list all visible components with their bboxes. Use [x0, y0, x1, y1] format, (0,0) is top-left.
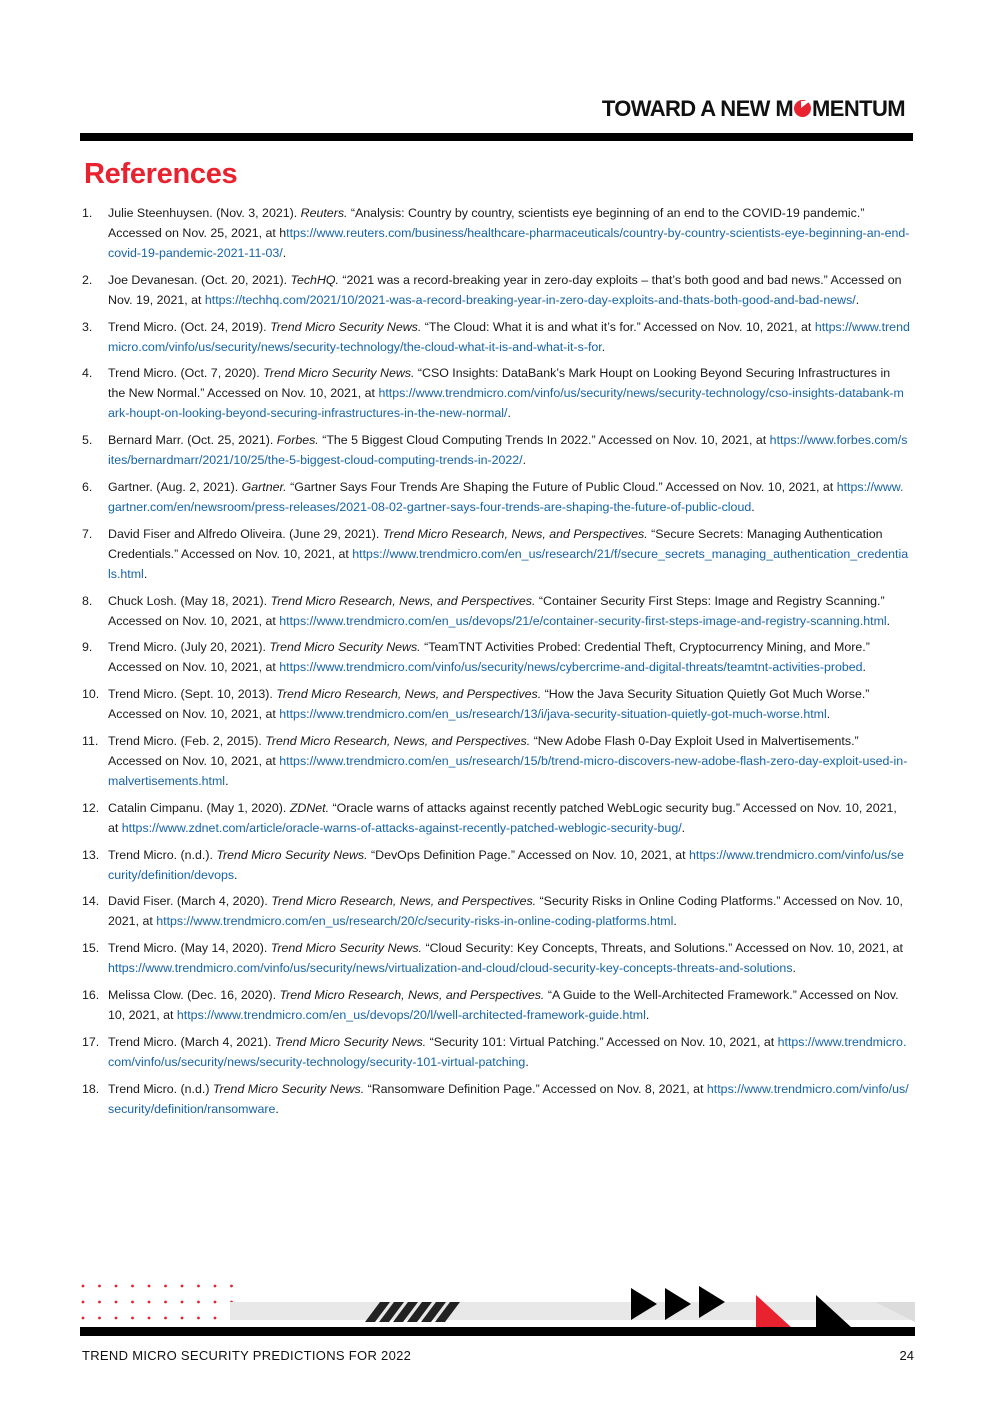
reference-title-access: “Security Risks in Online Coding Platforms.” Accessed on Nov. 10, 2021, at: [108, 894, 903, 929]
reference-author-date: Trend Micro. (March 4, 2021).: [108, 1034, 275, 1049]
reference-link[interactable]: https://www.trendmicro.com/en_us/research/20/c/security-risks-in-online-coding-platforms.html: [156, 914, 674, 929]
reference-item: 10. Trend Micro. (Sept. 10, 2013). Trend Micro Research, News, and Perspectives. “How the Java Security Situation Quietly Got Much Worse.” Accessed on Nov. 10, 2021, at https://www.trendmicro.com/en_us/research/13/i/java-security-situation-quietly-got-much-worse.html.: [82, 684, 910, 724]
reference-link[interactable]: https://www.trendmicro.com/vinfo/us/security/definition/devops: [108, 847, 904, 882]
reference-link[interactable]: https://www.trendmicro.com/en_us/research/15/b/trend-micro-discovers-new-adobe-flash-zero-day-exploit-used-in-malvertisements.html: [108, 753, 908, 788]
reference-author-date: David Fiser and Alfredo Oliveira. (June 29, 2021).: [108, 526, 383, 541]
reference-title-access: “Container Security First Steps: Image and Registry Scanning.” Accessed on Nov. 10, 2021, at: [108, 593, 885, 628]
reference-publication: Reuters.: [300, 206, 348, 220]
reference-title-access: “Ransomware Definition Page.” Accessed on Nov. 8, 2021, at: [364, 1081, 707, 1096]
decor-dot: [131, 1317, 134, 1320]
reference-number: 12.: [82, 800, 100, 815]
header-rule: [80, 133, 913, 141]
reference-publication: TechHQ.: [290, 272, 339, 287]
reference-title-access: “Gartner Says Four Trends Are Shaping the Future of Public Cloud.” Accessed on Nov. 10, 2021, at: [286, 479, 837, 494]
reference-publication: Trend Micro Research, News, and Perspectives.: [382, 526, 648, 541]
brand-text-end: MENTUM: [812, 96, 905, 121]
decor-dot: [98, 1301, 101, 1304]
reference-link[interactable]: https://www.trendmicro.com/en_us/research/13/i/java-security-situation-quietly-got-much-worse.html: [279, 707, 827, 722]
footer-rule: [80, 1327, 915, 1336]
reference-title-access: “Secure Secrets: Managing Authentication Credentials.” Accessed on Nov. 10, 2021, at: [108, 526, 883, 561]
reference-author-date: Chuck Losh. (May 18, 2021).: [108, 593, 271, 608]
decor-dot: [131, 1285, 134, 1288]
reference-number: 3.: [82, 319, 93, 334]
reference-number: 1.: [82, 206, 93, 220]
reference-number: 5.: [82, 433, 93, 448]
reference-number: 14.: [82, 894, 100, 909]
reference-publication: Trend Micro Security News.: [216, 847, 368, 862]
reference-item: 14. David Fiser. (March 4, 2020). Trend Micro Research, News, and Perspectives. “Security Risks in Online Coding Platforms.” Accessed on Nov. 10, 2021, at https://www.trendmicro.com/en_us/research/20/c/security-risks-in-online-coding-platforms.html.: [82, 891, 910, 931]
decor-dot: [98, 1285, 101, 1288]
decor-dot: [115, 1317, 118, 1320]
reference-publication: ZDNet.: [289, 800, 330, 815]
reference-item: 8. Chuck Losh. (May 18, 2021). Trend Micro Research, News, and Perspectives. “Container Security First Steps: Image and Registry Scanning.” Accessed on Nov. 10, 2021, at https://www.trendmicro.com/en_us/devops/21/e/container-security-first-steps-image-and-registry-scanning.html.: [82, 591, 910, 631]
reference-author-date: Trend Micro. (Oct. 24, 2019).: [108, 319, 271, 334]
reference-author-date: Trend Micro. (Feb. 2, 2015).: [108, 733, 266, 748]
reference-number: 9.: [82, 640, 93, 655]
decor-dot: [181, 1317, 184, 1320]
reference-author-date: Joe Devanesan. (Oct. 20, 2021).: [108, 272, 291, 287]
reference-author-date: David Fiser. (March 4, 2020).: [108, 894, 272, 909]
references-list: [82, 203, 910, 1125]
reference-item: 13. Trend Micro. (n.d.). Trend Micro Security News. “DevOps Definition Page.” Accessed on Nov. 10, 2021, at https://www.trendmicro.com/vinfo/us/security/definition/devops.: [82, 845, 910, 885]
reference-number: 18.: [82, 1081, 100, 1096]
decor-dot: [230, 1285, 233, 1288]
reference-author-date: Melissa Clow. (Dec. 16, 2020).: [108, 987, 280, 1002]
reference-link[interactable]: https://www.trendmicro.com/vinfo/us/security/news/security-technology/security-101-virtual-patching: [108, 1034, 907, 1069]
reference-link[interactable]: https://www.trendmicro.com/en_us/devops/21/e/container-security-first-steps-image-and-registry-scanning.html: [279, 613, 887, 628]
reference-item: 16. Melissa Clow. (Dec. 16, 2020). Trend Micro Research, News, and Perspectives. “A Guide to the Well-Architected Framework.” Accessed on Nov. 10, 2021, at https://www.trendmicro.com/en_us/devops/20/l/well-architected-framework-guide.html.: [82, 985, 910, 1025]
page-number: 24: [899, 1348, 914, 1363]
reference-number: 7.: [82, 526, 93, 541]
reference-item: 1. Julie Steenhuysen. (Nov. 3, 2021). Reuters. “Analysis: Country by country, scientists eye beginning of an end to the COVID-19 pandemic.” Accessed on Nov. 25, 2021, at https://www.reuters.com/business/healthcare-pharmaceuticals/country-by-country-scientists-eye-beginning-an-end-covid-19-pandemic-2021-11-03/.: [82, 203, 910, 263]
reference-publication: Gartner.: [241, 479, 287, 494]
decor-dot: [82, 1301, 85, 1304]
reference-title-access: “How the Java Security Situation Quietly Got Much Worse.” Accessed on Nov. 10, 2021, at: [108, 687, 870, 722]
decor-dot: [197, 1285, 200, 1288]
reference-publication: Trend Micro Security News.: [270, 941, 422, 956]
reference-title-access: “2021 was a record-breaking year in zero-day exploits – that’s both good and bad news.” Accessed on Nov. 19, 2021, at: [108, 272, 902, 307]
reference-publication: Trend Micro Research, News, and Perspectives.: [265, 733, 531, 748]
reference-publication: Trend Micro Research, News, and Perspectives.: [279, 987, 545, 1002]
reference-publication: Trend Micro Research, News, and Perspectives.: [271, 894, 537, 909]
reference-publication: Forbes.: [276, 433, 319, 448]
reference-publication: Trend Micro Research, News, and Perspectives.: [276, 687, 542, 702]
header-brand: [0, 96, 905, 122]
reference-title-access: “Cloud Security: Key Concepts, Threats, and Solutions.” Accessed on Nov. 10, 2021, at: [422, 941, 903, 956]
reference-number: 11.: [82, 733, 99, 748]
dot-grid: [82, 1285, 233, 1320]
decor-dot: [214, 1285, 217, 1288]
decor-dot: [148, 1301, 151, 1304]
reference-number: 16.: [82, 987, 100, 1002]
reference-link[interactable]: https://www.trendmicro.com/vinfo/us/security/news/cybercrime-and-digital-threats/teamtnt-activities-probed: [279, 660, 863, 675]
decor-dot: [181, 1301, 184, 1304]
reference-item: 2. Joe Devanesan. (Oct. 20, 2021). TechHQ. “2021 was a record-breaking year in zero-day exploits – that’s both good and bad news.” Accessed on Nov. 19, 2021, at https://techhq.com/2021/10/2021-was-a-record-breaking-year-in-zero-day-exploits-and-thats-both-good-and-bad-news/.: [82, 270, 910, 310]
reference-number: 4.: [82, 366, 93, 381]
reference-item: 4. Trend Micro. (Oct. 7, 2020). Trend Micro Security News. “CSO Insights: DataBank’s Mark Houpt on Looking Beyond Securing Infrastructures in the New Normal.” Accessed on Nov. 10, 2021, at https://www.trendmicro.com/vinfo/us/security/news/security-technology/cso-insights-databank-mark-houpt-on-looking-beyond-securing-infrastructures-in-the-new-normal/.: [82, 363, 910, 423]
reference-publication: Trend Micro Security News.: [263, 366, 415, 381]
reference-author-date: Bernard Marr. (Oct. 25, 2021).: [108, 433, 277, 448]
decor-dot: [181, 1285, 184, 1288]
decor-dot: [148, 1285, 151, 1288]
decor-dot: [131, 1301, 134, 1304]
reference-title-access: “Analysis: Country by country, scientists eye beginning of an end to the COVID-19 pandemic.” Accessed on Nov. 25, 2021, at h: [108, 206, 865, 240]
reference-link[interactable]: https://www.trendmicro.com/vinfo/us/security/news/security-technology/cso-insights-databank-mark-houpt-on-looking-beyond-securing-infrastructures-in-the-new-normal/: [108, 386, 904, 421]
reference-link[interactable]: https://www.trendmicro.com/vinfo/us/security/definition/ransomware: [108, 1081, 909, 1116]
reference-author-date: Trend Micro. (n.d.): [108, 1081, 213, 1096]
decor-dot: [148, 1317, 151, 1320]
reference-author-date: Trend Micro. (n.d.).: [108, 847, 217, 862]
reference-publication: Trend Micro Security News.: [269, 640, 421, 655]
reference-author-date: Trend Micro. (Sept. 10, 2013).: [108, 687, 277, 702]
reference-link[interactable]: https://www.zdnet.com/article/oracle-warns-of-attacks-against-recently-patched-weblogic-security-bug/: [121, 820, 682, 835]
reference-item: 9. Trend Micro. (July 20, 2021). Trend Micro Security News. “TeamTNT Activities Probed: Credential Theft, Cryptocurrency Mining, and More.” Accessed on Nov. 10, 2021, at https://www.trendmicro.com/vinfo/us/security/news/cybercrime-and-digital-threats/teamtnt-activities-probed.: [82, 637, 910, 677]
reference-item: 7. David Fiser and Alfredo Oliveira. (June 29, 2021). Trend Micro Research, News, and Perspectives. “Secure Secrets: Managing Authentication Credentials.” Accessed on Nov. 10, 2021, at https://www.trendmicro.com/en_us/research/21/f/secure_secrets_managing_authentication_credentials.html.: [82, 524, 910, 584]
reference-item: 15. Trend Micro. (May 14, 2020). Trend Micro Security News. “Cloud Security: Key Concepts, Threats, and Solutions.” Accessed on Nov. 10, 2021, at https://www.trendmicro.com/vinfo/us/security/news/virtualization-and-cloud/cloud-security-key-concepts-threats-and-solutions.: [82, 938, 910, 978]
reference-author-date: Trend Micro. (May 14, 2020).: [108, 941, 271, 956]
decor-dot: [197, 1301, 200, 1304]
reference-title-access: “The 5 Biggest Cloud Computing Trends In 2022.” Accessed on Nov. 10, 2021, at: [318, 433, 770, 448]
reference-publication: Trend Micro Security News.: [274, 1034, 427, 1049]
reference-link[interactable]: https://www.forbes.com/sites/bernardmarr/2021/10/25/the-5-biggest-cloud-computing-trends-in-2022/: [108, 433, 908, 468]
reference-number: 15.: [82, 941, 100, 956]
decor-dot: [98, 1317, 101, 1320]
reference-title-access: “DevOps Definition Page.” Accessed on Nov. 10, 2021, at: [367, 847, 689, 862]
reference-publication: Trend Micro Security News.: [212, 1081, 365, 1096]
reference-title-access: “CSO Insights: DataBank’s Mark Houpt on Looking Beyond Securing Infrastructures in the New Normal.” Accessed on Nov. 10, 2021, at: [108, 366, 891, 401]
decor-dot: [115, 1285, 118, 1288]
reference-item: 11. Trend Micro. (Feb. 2, 2015). Trend Micro Research, News, and Perspectives. “New Adobe Flash 0-Day Exploit Used in Malvertisements.” Accessed on Nov. 10, 2021, at https://www.trendmicro.com/en_us/research/15/b/trend-micro-discovers-new-adobe-flash-zero-day-exploit-used-in-malvertisements.html.: [82, 731, 910, 791]
reference-item: 12. Catalin Cimpanu. (May 1, 2020). ZDNet. “Oracle warns of attacks against recently patched WebLogic security bug.” Accessed on Nov. 10, 2021, at https://www.zdnet.com/article/oracle-warns-of-attacks-against-recently-patched-weblogic-security-bug/.: [82, 798, 910, 838]
reference-title-access: “Security 101: Virtual Patching.” Accessed on Nov. 10, 2021, at: [426, 1034, 778, 1049]
reference-number: 13.: [82, 847, 100, 862]
reference-link[interactable]: https://www.trendmicro.com/en_us/devops/20/l/well-architected-framework-guide.html: [176, 1007, 646, 1022]
reference-item: 18. Trend Micro. (n.d.) Trend Micro Security News. “Ransomware Definition Page.” Accessed on Nov. 8, 2021, at https://www.trendmicro.com/vinfo/us/security/definition/ransomware.: [82, 1079, 910, 1119]
decor-dot: [164, 1301, 167, 1304]
reference-publication: Trend Micro Security News.: [270, 319, 422, 334]
brand-text-start: TOWARD A NEW M: [601, 96, 794, 121]
reference-publication: Trend Micro Research, News, and Perspectives.: [270, 593, 536, 608]
reference-number: 2.: [82, 272, 93, 287]
reference-item: 5. Bernard Marr. (Oct. 25, 2021). Forbes. “The 5 Biggest Cloud Computing Trends In 2022.” Accessed on Nov. 10, 2021, at https://www.forbes.com/sites/bernardmarr/2021/10/25/the-5-biggest-cloud-computing-trends-in-2022/.: [82, 430, 910, 470]
page-title: References: [84, 158, 238, 190]
reference-author-date: Trend Micro. (July 20, 2021).: [108, 640, 270, 655]
decor-dot: [214, 1317, 217, 1320]
decor-dot: [197, 1317, 200, 1320]
report-title: TREND MICRO SECURITY PREDICTIONS FOR 2022: [82, 1348, 412, 1363]
reference-item: 3. Trend Micro. (Oct. 24, 2019). Trend Micro Security News. “The Cloud: What it is and what it’s for.” Accessed on Nov. 10, 2021, at https://www.trendmicro.com/vinfo/us/security/news/security-technology/the-cloud-what-it-is-and-what-it-s-for.: [82, 317, 910, 357]
reference-link[interactable]: https://www.trendmicro.com/vinfo/us/security/news/security-technology/the-cloud-what-it-is-and-what-it-s-for: [108, 319, 910, 354]
reference-number: 17.: [82, 1034, 100, 1049]
gray-band: [230, 1302, 915, 1320]
reference-link[interactable]: https://www.trendmicro.com/vinfo/us/security/news/virtualization-and-cloud/cloud-security-key-concepts-threats-and-solutions: [108, 961, 793, 976]
reference-item: 17. Trend Micro. (March 4, 2021). Trend Micro Security News. “Security 101: Virtual Patching.” Accessed on Nov. 10, 2021, at https://www.trendmicro.com/vinfo/us/security/news/security-technology/security-101-virtual-patching.: [82, 1032, 910, 1072]
reference-author-date: Julie Steenhuysen. (Nov. 3, 2021).: [108, 206, 301, 220]
reference-title-access: “TeamTNT Activities Probed: Credential Theft, Cryptocurrency Mining, and More.” Accessed on Nov. 10, 2021, at: [108, 640, 870, 675]
decor-dot: [82, 1317, 85, 1320]
reference-author-date: Gartner. (Aug. 2, 2021).: [108, 479, 242, 494]
decor-dot: [164, 1285, 167, 1288]
reference-item: 6. Gartner. (Aug. 2, 2021). Gartner. “Gartner Says Four Trends Are Shaping the Future of Public Cloud.” Accessed on Nov. 10, 2021, at https://www.gartner.com/en/newsroom/press-releases/2021-08-02-gartner-says-four-trends-are-shaping-the-future-of-public-cloud.: [82, 477, 910, 517]
reference-link[interactable]: ttps://www.reuters.com/business/healthcare-pharmaceuticals/country-by-country-scientists-eye-beginning-an-end-covid-19-pandemic-2021-11-03/: [108, 226, 910, 260]
reference-title-access: “Oracle warns of attacks against recently patched WebLogic security bug.” Accessed on Nov. 10, 2021, at: [108, 800, 897, 835]
reference-title-access: “The Cloud: What it is and what it’s for.” Accessed on Nov. 10, 2021, at: [421, 319, 815, 334]
reference-link[interactable]: https://www.gartner.com/en/newsroom/press-releases/2021-08-02-gartner-says-four-trends-are-shaping-the-future-of-public-cloud: [108, 479, 904, 514]
reference-number: 6.: [82, 479, 93, 494]
decor-dot: [164, 1317, 167, 1320]
reference-title-access: “A Guide to the Well-Architected Framework.” Accessed on Nov. 10, 2021, at: [108, 987, 899, 1022]
brand-o-icon: [794, 100, 811, 117]
reference-author-date: Catalin Cimpanu. (May 1, 2020).: [108, 800, 290, 815]
reference-link[interactable]: https://techhq.com/2021/10/2021-was-a-record-breaking-year-in-zero-day-exploits-and-thats-both-good-and-bad-news/: [204, 292, 856, 307]
decor-dot: [82, 1285, 85, 1288]
reference-number: 10.: [82, 687, 100, 702]
reference-author-date: Trend Micro. (Oct. 7, 2020).: [108, 366, 264, 381]
decor-dot: [214, 1301, 217, 1304]
reference-title-access: “New Adobe Flash 0-Day Exploit Used in Malvertisements.” Accessed on Nov. 10, 2021, at: [108, 733, 859, 768]
reference-link[interactable]: https://www.trendmicro.com/en_us/research/21/f/secure_secrets_managing_authentication_credentials.html: [108, 546, 909, 581]
decor-dot: [115, 1301, 118, 1304]
reference-number: 8.: [82, 593, 93, 608]
